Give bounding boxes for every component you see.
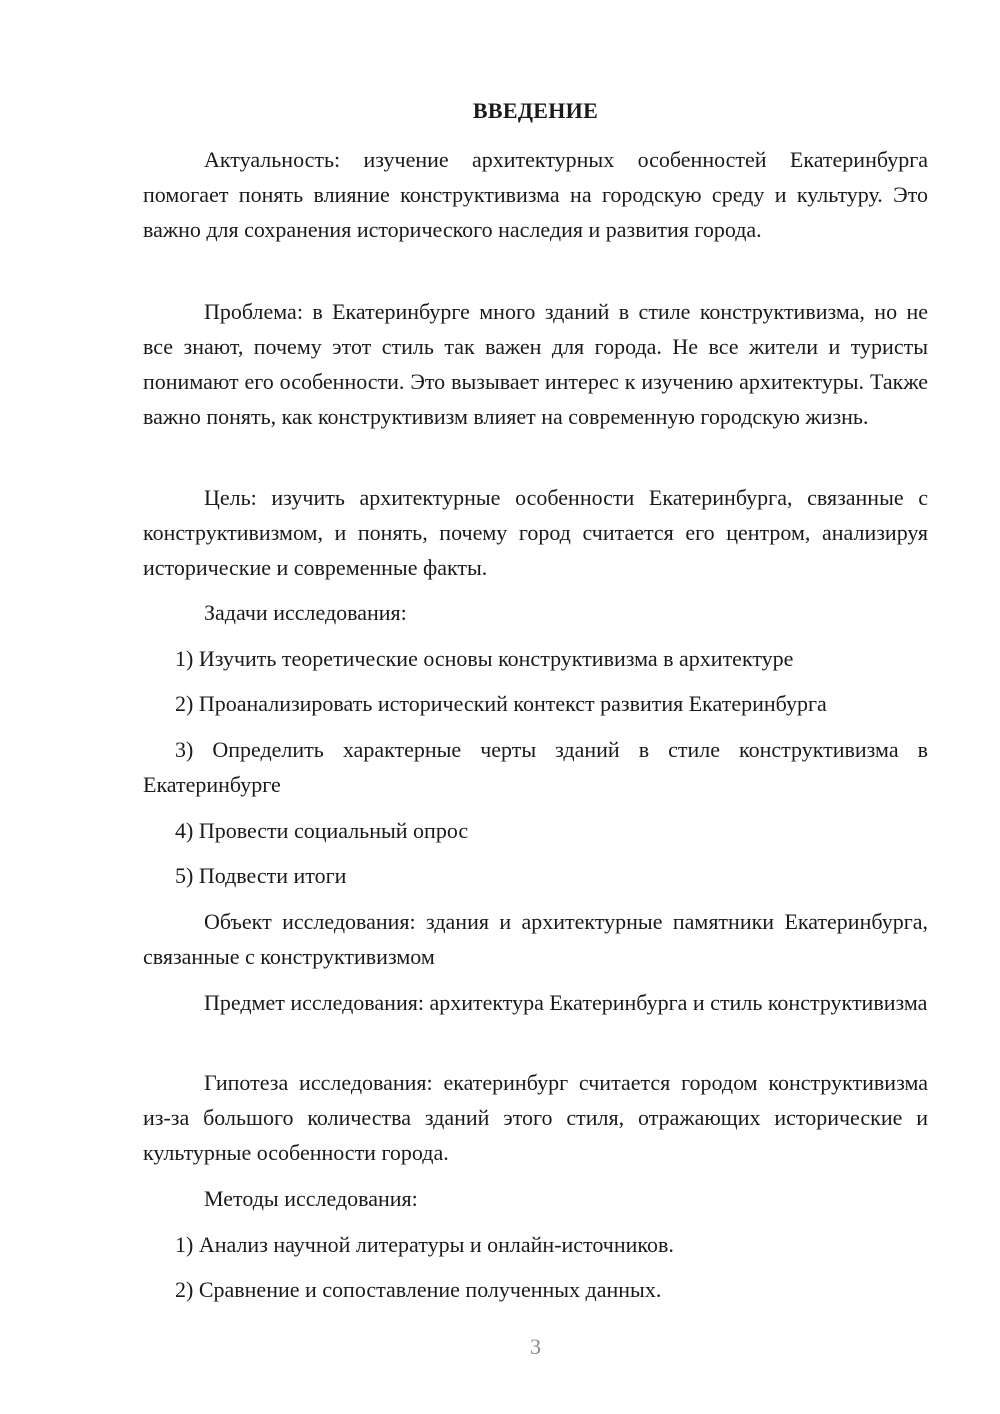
task-item: 4) Провести социальный опрос [175,818,469,843]
method-item: 2) Сравнение и сопоставление полученных данных. [175,1277,662,1302]
task-item: 1) Изучить теоретические основы конструктивизма в архитектуре [175,646,794,671]
subject-paragraph: Предмет исследования: архитектура Екатеринбурга и стиль конструктивизма [204,990,928,1015]
section-title: ВВЕДЕНИЕ [472,98,599,123]
method-item: 1) Анализ научной литературы и онлайн-источников. [175,1232,674,1257]
methods-heading: Методы исследования: [204,1186,418,1211]
goal-paragraph: Цель: изучить архитектурные особенности Екатеринбурга, связанные с конструктивизмом, и понять, почему город считается его центром, анализируя исторические и современные факты. [143,485,928,580]
object-paragraph: Объект исследования: здания и архитектурные памятники Екатеринбурга, связанные с конструктивизмом [143,909,928,969]
problem-paragraph: Проблема: в Екатеринбурге много зданий в стиле конструктивизма, но не все знают, почему этот стиль так важен для города. Не все жители и туристы понимают его особенности. Это вызывает интерес к изучению архитектуры. Также важно понять, как конструктивизм влияет на современную городскую жизнь. [143,299,928,429]
task-item: 3) Определить характерные черты зданий в стиле конструктивизма в Екатеринбурге [143,737,928,797]
page-number: 3 [530,1334,541,1359]
relevance-paragraph: Актуальность: изучение архитектурных особенностей Екатеринбурга помогает понять влияние конструктивизма на городскую среду и культуру. Это важно для сохранения исторического наследия и развития города. [143,147,928,242]
document-page [143,0,928,1414]
task-item: 2) Проанализировать исторический контекст развития Екатеринбурга [175,691,827,716]
tasks-heading: Задачи исследования: [204,600,407,625]
task-item: 5) Подвести итоги [175,863,347,888]
hypothesis-paragraph: Гипотеза исследования: екатеринбург считается городом конструктивизма из-за большого количества зданий этого стиля, отражающих исторические и культурные особенности города. [143,1070,928,1165]
